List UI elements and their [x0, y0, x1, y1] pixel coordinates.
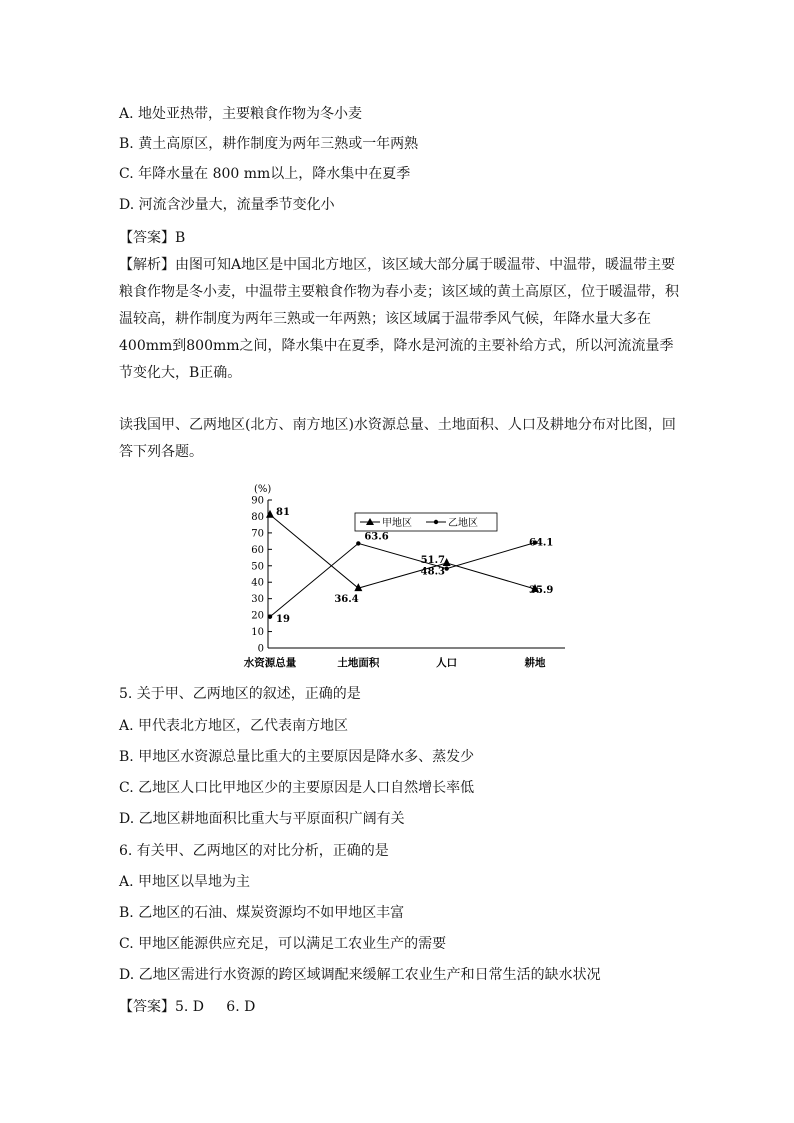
question-6-stem: 6. 有关甲、乙两地区的对比分析，正确的是	[119, 843, 389, 859]
x-category-label: 耕地	[524, 657, 546, 669]
question-6-option-d: D. 乙地区需进行水资源的跨区域调配来缓解工农业生产和日常生活的缺水状况	[119, 967, 601, 983]
y-tick-label: 0	[257, 643, 264, 655]
y-tick-label: 60	[251, 544, 264, 556]
option-a: A. 地处亚热带，主要粮食作物为冬小麦	[119, 106, 363, 122]
option-d: D. 河流含沙量大，流量季节变化小	[119, 197, 335, 213]
question-6-option-b: B. 乙地区的石油、煤炭资源均不如甲地区丰富	[119, 905, 405, 921]
y-tick-label: 20	[251, 610, 264, 622]
legend	[355, 513, 497, 531]
option-b: B. 黄土高原区，耕作制度为两年三熟或一年两熟	[119, 136, 419, 152]
marker-yi	[356, 541, 360, 545]
data-label: 81	[276, 506, 290, 518]
y-tick-label: 90	[251, 495, 264, 507]
y-axis-label: (%)	[254, 484, 272, 495]
y-tick-label: 50	[251, 561, 264, 573]
line-chart	[210, 478, 570, 673]
x-category-label: 水资源总量	[243, 657, 297, 669]
question-6-option-c: C. 甲地区能源供应充足，可以满足工农业生产的需要	[119, 936, 447, 952]
data-label: 64.1	[529, 537, 554, 549]
y-tick-label: 70	[251, 528, 264, 540]
marker-yi	[444, 566, 448, 570]
analysis-paragraph: 【解析】由图可知A地区是中国北方地区，该区域大部分属于暖温带、中温带，暖温带主要粮食作物是冬小麦，中温带主要粮食作物为春小麦；该区域的黄土高原区，位于暖温带，积温较高，耕作制度为两年三熟或一年两熟；该区域属于温带季风气候，年降水量大多在400mm到800mm之间，降水集中在夏季，降水是河流的主要补给方式，所以河流流量季节变化大，B正确。	[119, 257, 679, 381]
data-label: 48.3	[420, 566, 446, 578]
intro-paragraph: 读我国甲、乙两地区(北方、南方地区)水资源总量、土地面积、人口及耕地分布对比图，回答下列各题。	[119, 417, 676, 460]
data-label: 63.6	[364, 531, 389, 543]
question-5-option-b: B. 甲地区水资源总量比重大的主要原因是降水多、蒸发少	[119, 749, 475, 765]
question-6-option-a: A. 甲地区以旱地为主	[119, 874, 251, 890]
x-category-label: 土地面积	[337, 657, 380, 669]
marker-yi	[268, 615, 272, 619]
question-5-option-a: A. 甲代表北方地区，乙代表南方地区	[119, 718, 349, 734]
question-5-option-c: C. 乙地区人口比甲地区少的主要原因是人口自然增长率低	[119, 780, 475, 796]
y-tick-label: 80	[251, 511, 264, 523]
y-tick-label: 40	[251, 577, 264, 589]
y-tick-label: 30	[251, 594, 264, 606]
final-answer: 【答案】5. D 6. D	[119, 999, 256, 1015]
data-label: 19	[276, 613, 290, 625]
data-label: 36.4	[334, 594, 359, 606]
series-line-yi	[270, 543, 535, 617]
chart-svg	[210, 478, 570, 673]
y-tick-label: 10	[251, 627, 264, 639]
answer-label: 【答案】B	[119, 230, 186, 246]
question-5-option-d: D. 乙地区耕地面积比重大与平原面积广阔有关	[119, 811, 405, 827]
legend-label-yi: 乙地区	[448, 518, 478, 529]
question-5-stem: 5. 关于甲、乙两地区的叙述，正确的是	[119, 686, 361, 702]
legend-dot-marker	[434, 520, 438, 524]
option-c: C. 年降水量在 800 mm以上，降水集中在夏季	[119, 166, 411, 182]
marker-jia	[266, 510, 274, 518]
data-label: 51.7	[420, 554, 446, 566]
data-label: 35.9	[529, 584, 554, 596]
legend-label-jia: 甲地区	[382, 518, 412, 529]
x-category-label: 人口	[436, 657, 458, 669]
